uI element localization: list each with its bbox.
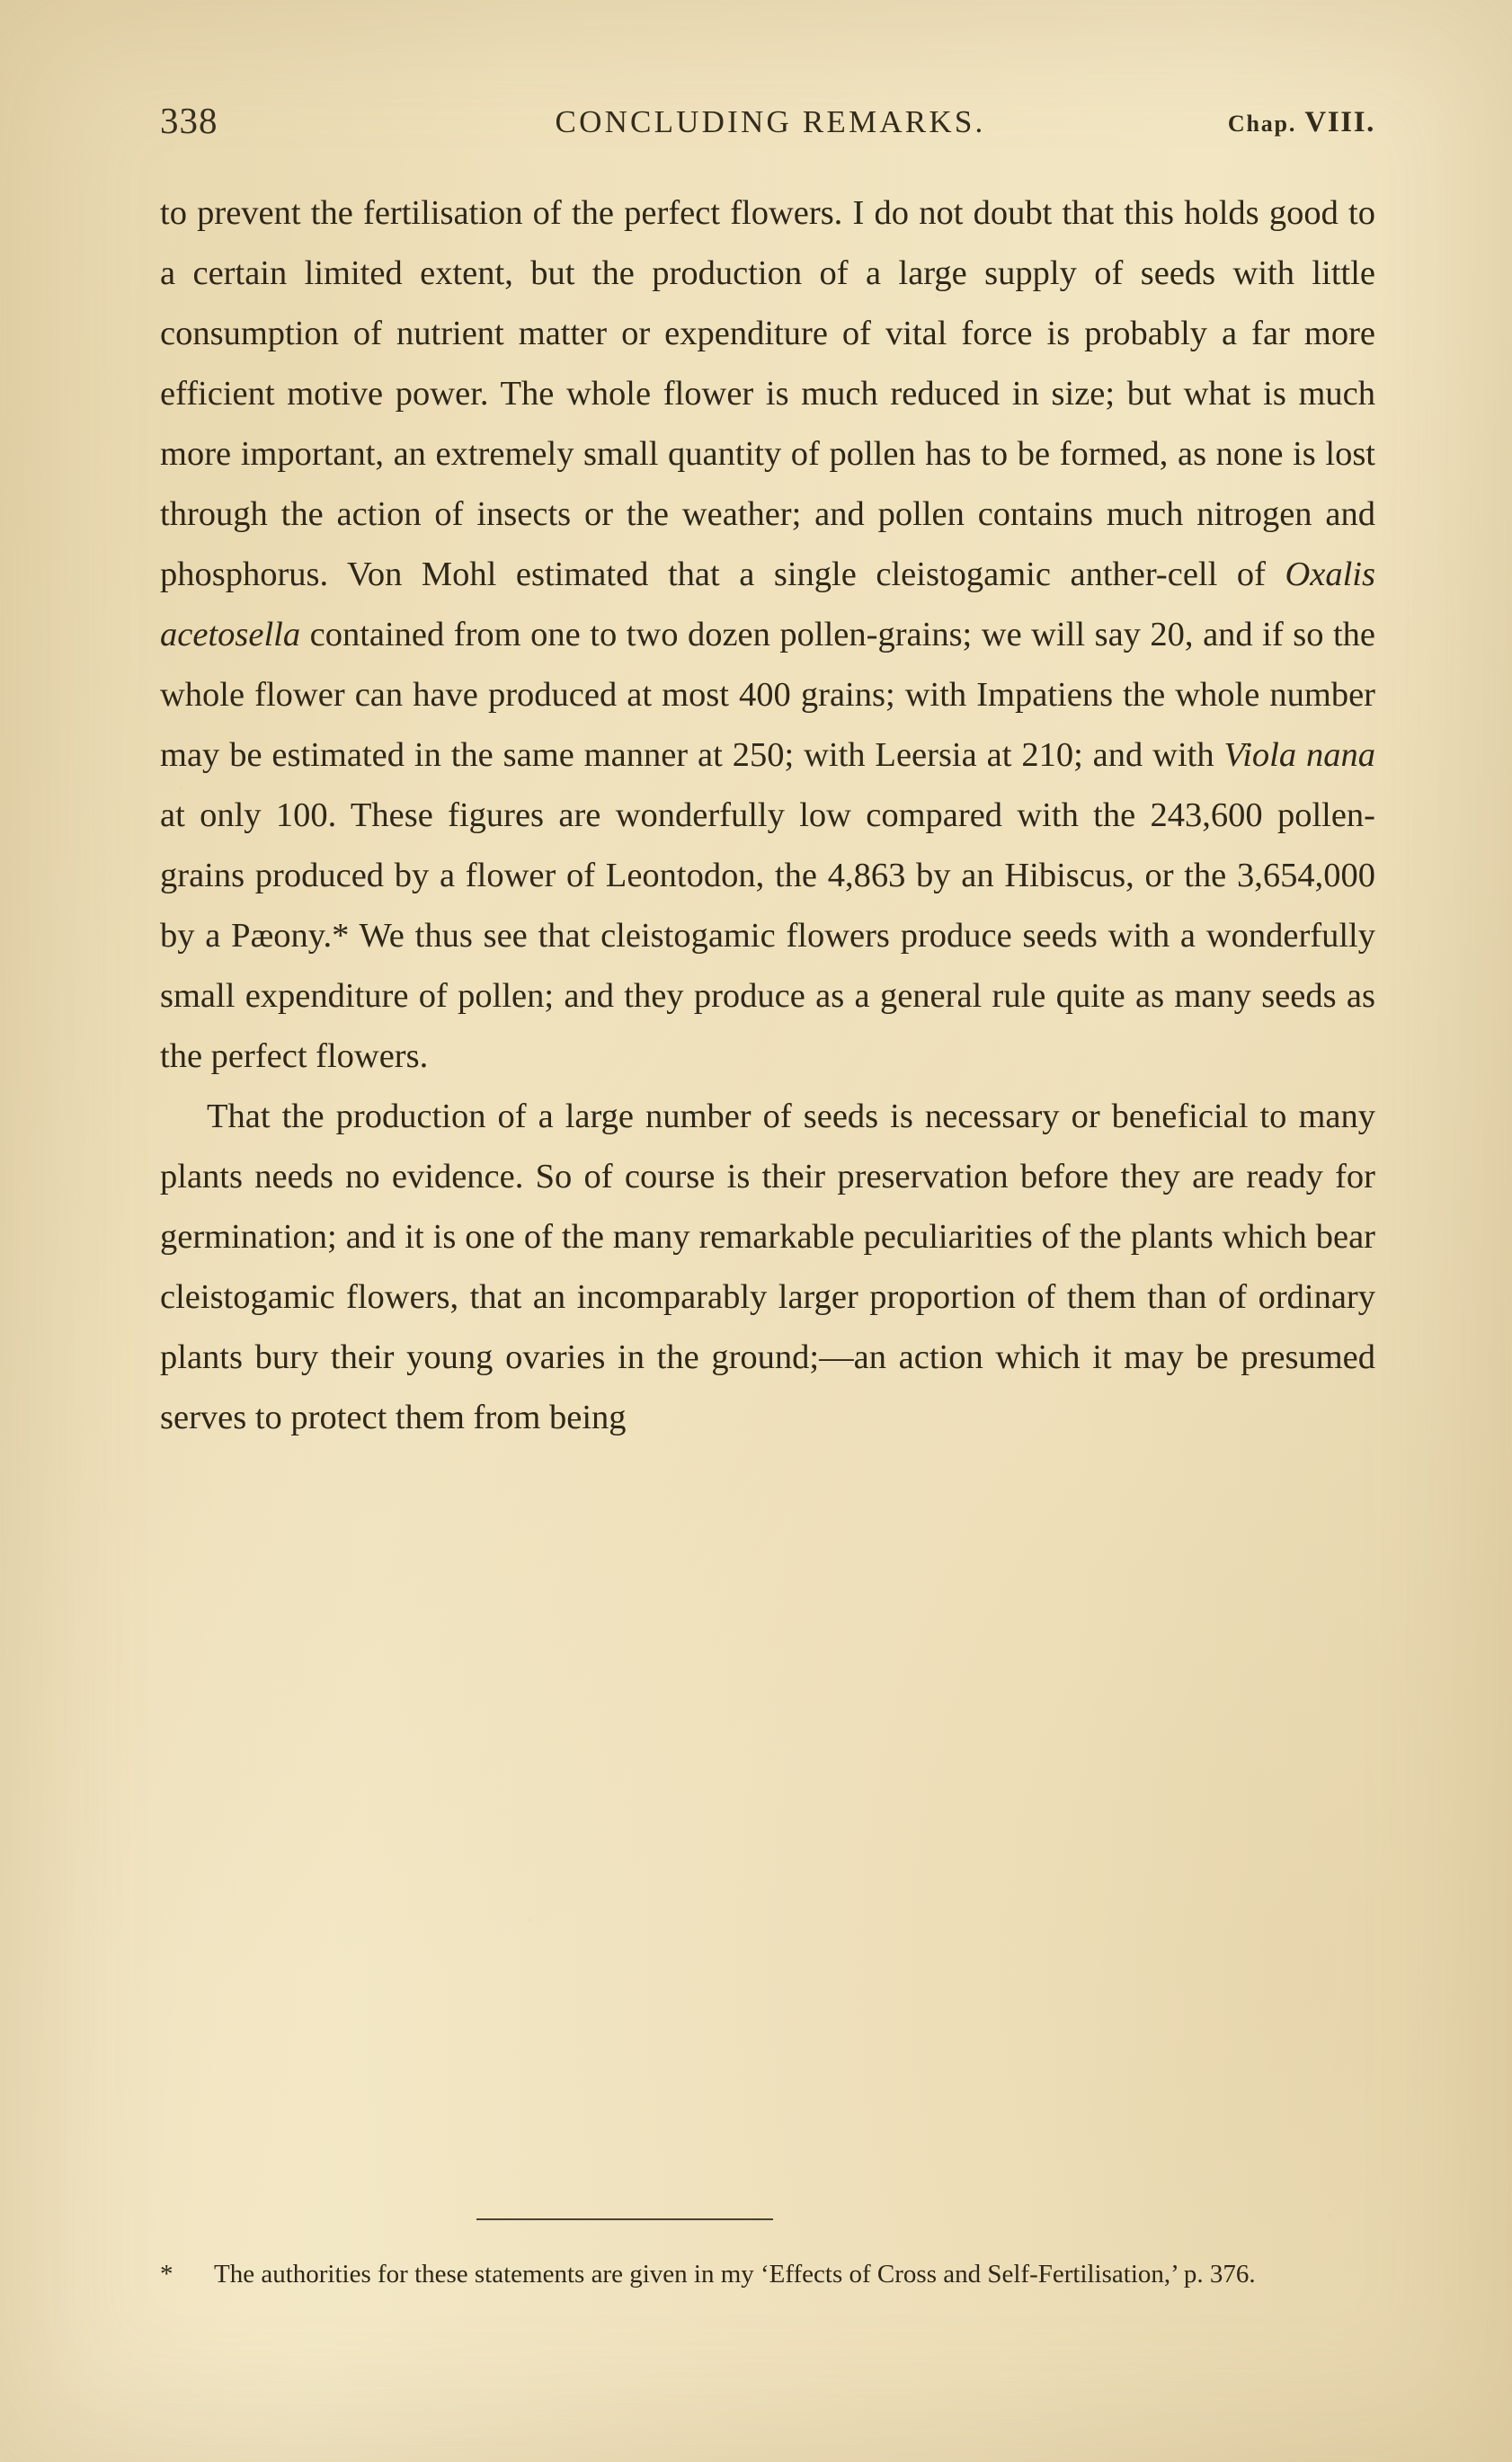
paragraph-1-segment-3: at only 100. These figures are wonderfully low compared with the 243,600 pollen-grains produced by a flower of Leontodon, the 4,863 by an Hibiscus, or the 3,654,000 by a Pæony.* We thus see that cleistogamic flowers produce seeds with a wonderfully small expenditure of pollen; and they produce as a general rule quite as many seeds as the perfect flowers. — [160, 796, 1375, 1075]
text-column — [160, 97, 1375, 1448]
page-number: 338 — [160, 100, 218, 141]
chapter-reference-prefix: Chap. — [1227, 111, 1297, 137]
footnote-text: The authorities for these statements are given in my ‘Effects of Cross and Self-Fertilisation,’ p. 376. — [214, 2260, 1256, 2289]
species-name-oxalis-acetosella: Oxalis acetosella — [160, 556, 1375, 653]
paragraph-1-segment-2: contained from one to two dozen pollen-grains; we will say 20, and if so the whole flower can have produced at most 400 grains; with Impatiens the whole number may be estimated in the same manner at 250; with Leersia at 210; and with — [160, 616, 1375, 774]
paragraph-2: That the production of a large number of seeds is necessary or beneficial to many plants needs no evidence. So of course is their preservation before they are ready for germination; and it is one of the many remarkable peculiarities of the plants which bear cleistogamic flowers, that an incomparably larger proportion of them than of ordinary plants bury their young ovaries in the ground;—an action which it may be presumed serves to protect them from being — [160, 1098, 1375, 1436]
body-text — [160, 183, 1375, 1448]
page-header — [160, 97, 1375, 164]
species-name-viola-nana: Viola nana — [1223, 736, 1375, 774]
running-title: CONCLUDING REMARKS. — [555, 104, 986, 139]
footnote-separator-rule — [476, 2218, 773, 2220]
chapter-reference — [1228, 106, 1375, 139]
paragraph-1-segment-1: to prevent the fertilisation of the perfect flowers. I do not doubt that this holds good to a certain limited extent, but the production of a large supply of seeds with little consumption of nutrient matter or expenditure of vital force is probably a far more efficient motive power. The whole flower is much reduced in size; but what is much more important, an extremely small quantity of pollen has to be formed, as none is lost through the action of insects or the weather; and pollen contains much nitrogen and phosphorus. Von Mohl estimated that a single cleistogamic anther-cell of — [160, 194, 1375, 593]
paragraph-1 — [160, 183, 1375, 1087]
footnote-marker: * — [160, 2260, 173, 2289]
chapter-reference-number: VIII. — [1304, 106, 1375, 138]
footnote — [160, 2254, 1375, 2295]
